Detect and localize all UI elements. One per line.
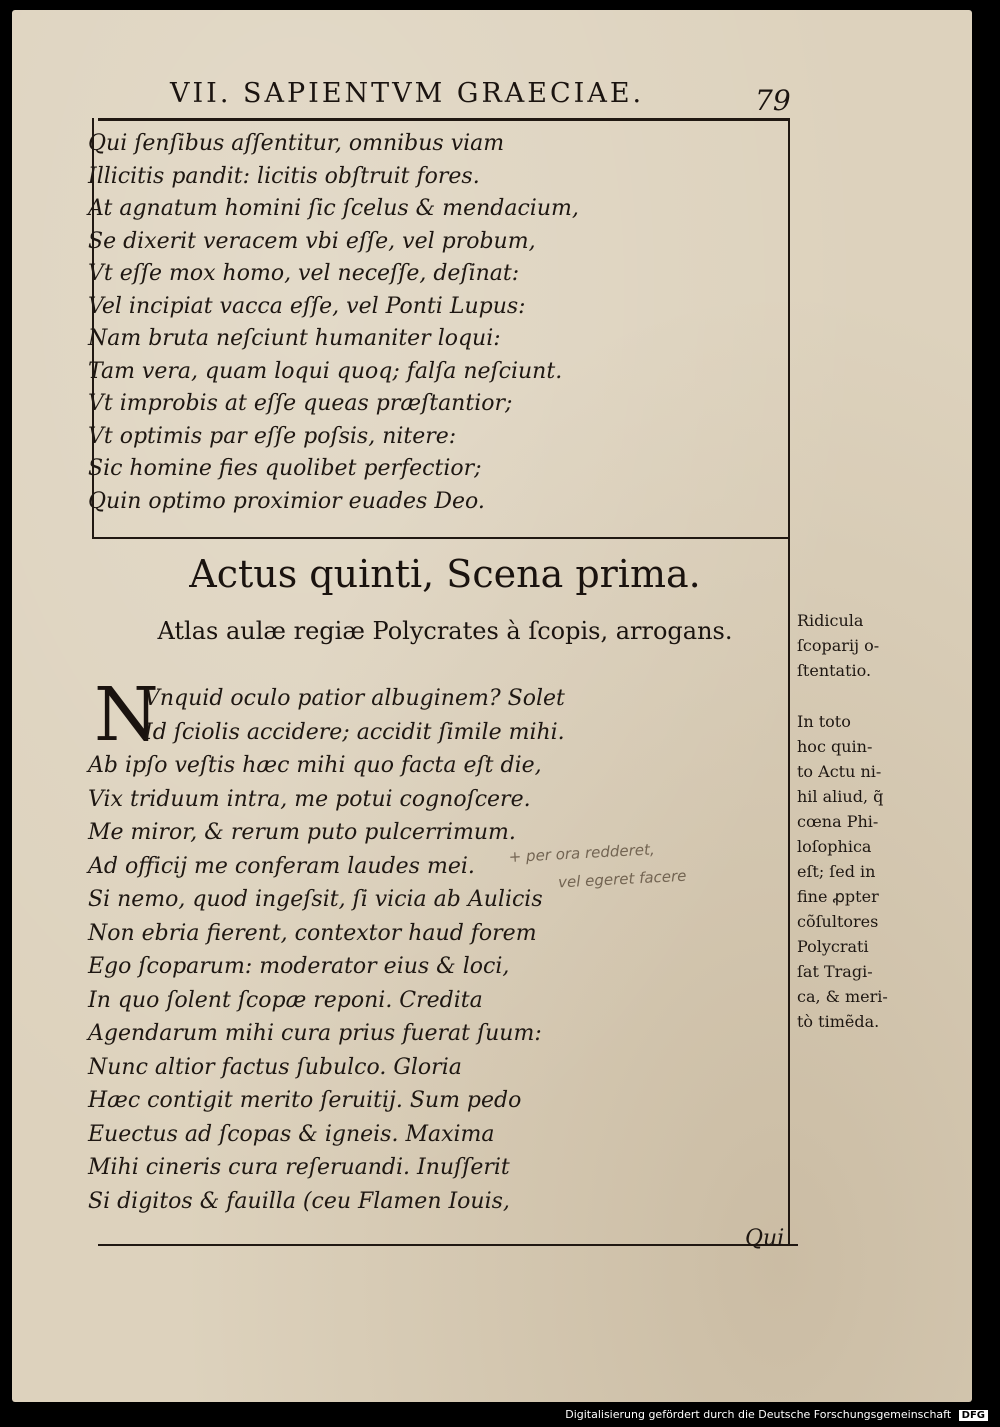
verse-line: Vnquid oculo patior albuginem? Solet xyxy=(144,686,565,711)
verse-line: Tam vera, quam loqui quoq; falſa neſciunt. xyxy=(88,358,563,384)
verse-line: Non ebria fierent, contextor haud forem xyxy=(88,920,537,946)
verse-line: Mihi cineris cura reſeruandi. Inuſſerit xyxy=(88,1155,510,1180)
verse-scene xyxy=(88,682,778,1218)
scene-title: Actus quinti, Scena prima. xyxy=(189,552,701,596)
annotation-line: + per ora redderet, xyxy=(508,840,656,866)
note-line: cœna Phi- xyxy=(797,812,879,831)
catchword: Qui xyxy=(745,1226,785,1251)
margin-notes xyxy=(797,608,907,1034)
verse-line: Agendarum mihi cura prius fuerat ſuum: xyxy=(88,1021,542,1046)
verse-line: Vix triduum intra, me potui cognoſcere. xyxy=(88,786,531,812)
verse-top xyxy=(88,128,778,518)
note-line: loſophica xyxy=(797,837,872,856)
margin-note-in-toto xyxy=(797,709,907,1034)
note-line: Ridicula xyxy=(797,611,864,630)
verse-line: Ab ipſo veſtis hæc mihi quo facta eſt die, xyxy=(88,753,542,778)
verse-line: Nam bruta neſciunt humaniter loqui: xyxy=(88,326,501,351)
rule-bottom xyxy=(98,1244,798,1246)
verse-line: Hæc contigit merito ſeruitij. Sum pedo xyxy=(88,1088,522,1113)
verse-line: Si digitos & fauilla (ceu Flamen Iouis, xyxy=(88,1188,510,1214)
rule-top xyxy=(98,118,788,121)
note-line: ſat Tragi- xyxy=(797,962,873,981)
annotation-line: vel egeret facere xyxy=(557,866,687,892)
verse-line: In quo ſolent ſcopæ reponi. Credita xyxy=(88,987,483,1013)
note-line: to Actu ni- xyxy=(797,762,882,781)
verse-line: Sic homine fies quolibet perfectior; xyxy=(88,456,482,481)
verse-line: Se dixerit veracem vbi eſſe, vel probum, xyxy=(88,228,536,254)
note-line: Polycrati xyxy=(797,937,869,956)
verse-line: At agnatum homini ſic ſcelus & mendacium, xyxy=(88,196,579,221)
digitization-credit xyxy=(565,1408,988,1421)
verse-line: Me miror, & rerum puto pulcerrimum. xyxy=(88,820,516,845)
verse-line: Vt improbis at eſſe queas præſtantior; xyxy=(88,391,513,416)
note-line: ſtentatio. xyxy=(797,661,872,680)
note-line: ſcoparij o- xyxy=(797,636,880,655)
verse-line: Vt eſſe mox homo, vel neceſſe, deſinat: xyxy=(88,261,520,286)
handwritten-annotation xyxy=(508,834,687,899)
character-description: Atlas aulæ regiæ Polycrates à ſcopis, arrogans. xyxy=(157,617,733,645)
margin-note-ridicula xyxy=(797,608,907,683)
note-line: hoc quin- xyxy=(797,737,873,756)
verse-line: Nunc altior factus ſubulco. Gloria xyxy=(88,1054,462,1080)
note-line: eſt; ſed in xyxy=(797,862,876,881)
credit-text: Digitalisierung gefördert durch die Deutsche Forschungsgemeinschaft xyxy=(565,1408,952,1421)
dfg-logo-icon: DFG xyxy=(959,1410,988,1421)
verse-line: Vel incipiat vacca eſſe, vel Ponti Lupus: xyxy=(88,293,526,319)
verse-line: Id ſciolis accidere; accidit ſimile mihi. xyxy=(144,719,565,745)
verse-line: Quin optimo proximior euades Deo. xyxy=(88,488,485,514)
note-line: hil aliud, q̃ xyxy=(797,787,884,806)
verse-line: Qui ſenſibus aſſentitur, omnibus viam xyxy=(88,131,505,156)
verse-line: Si nemo, quod ingeſsit, ſi vicia ab Aulicis xyxy=(88,887,543,912)
note-line: In toto xyxy=(797,712,851,731)
rule-middle xyxy=(92,537,790,539)
verse-line: Euectus ad ſcopas & igneis. Maxima xyxy=(88,1121,495,1147)
note-line: cõſultores xyxy=(797,912,879,931)
note-line: ca, & meri- xyxy=(797,987,888,1006)
note-line: fine ꝓpter xyxy=(797,887,879,906)
drop-initial: N xyxy=(94,672,159,758)
page-number: 79 xyxy=(755,84,791,117)
verse-line: Vt optimis par eſſe poſsis, nitere: xyxy=(88,423,457,449)
rule-right xyxy=(788,118,790,1244)
verse-line: Illicitis pandit: licitis obſtruit fores. xyxy=(88,163,480,189)
running-title: VII. SAPIENTVM GRAECIAE. xyxy=(170,78,645,109)
verse-line: Ad officij me conferam laudes mei. xyxy=(88,853,475,879)
verse-line: Ego ſcoparum: moderator eius & loci, xyxy=(88,954,510,979)
note-line: tò timẽda. xyxy=(797,1012,880,1031)
